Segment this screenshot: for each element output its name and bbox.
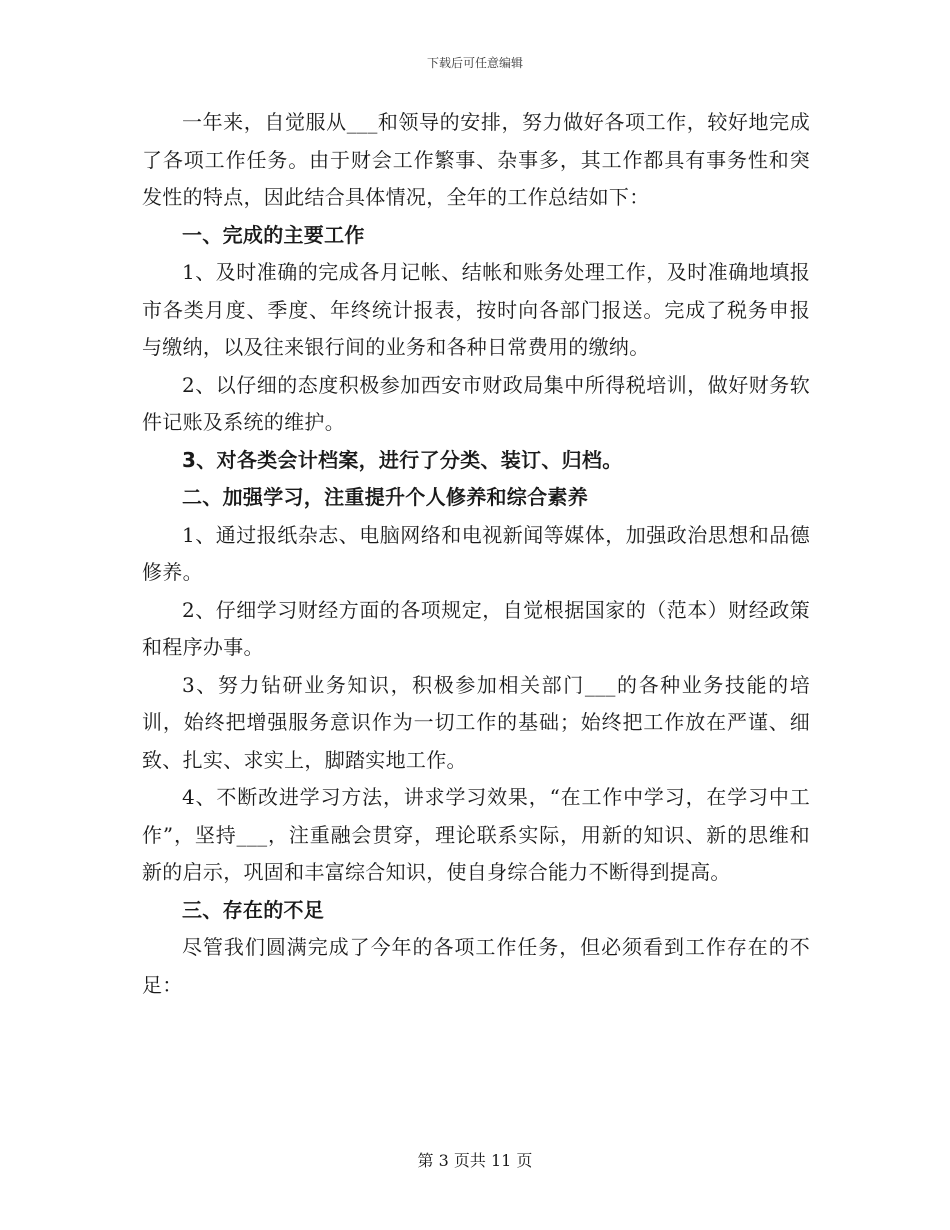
intro-paragraph: 一年来，自觉服从___和领导的安排，努力做好各项工作，较好地完成了各项工作任务。由于财会工作繁事、杂事多，其工作都具有事务性和突发性的特点，因此结合具体情况，全年的工作总结如下： — [142, 110, 810, 209]
page-header: 下载后可任意编辑 — [426, 56, 523, 70]
section2-item-2: 2、仔细学习财经方面的各项规定，自觉根据国家的（范本）财经政策和程序办事。 — [142, 597, 810, 659]
page-number: 第 3 页共 11 页 — [417, 1151, 533, 1170]
section-heading-2: 二、加强学习，注重提升个人修养和综合素养 — [182, 485, 588, 509]
document-body — [142, 104, 810, 1004]
section3-paragraph: 尽管我们圆满完成了今年的各项工作任务，但必须看到工作存在的不足： — [142, 935, 810, 997]
section-heading-1: 一、完成的主要工作 — [182, 222, 365, 247]
section2-item-4: 4、不断改进学习方法，讲求学习效果，“在工作中学习，在学习中工作”，坚持___，注重融会贯穿，理论联系实际，用新的知识、新的思维和新的启示，巩固和丰富综合知识，使自身综合能力不断得到提高。 — [142, 785, 810, 884]
section-heading-3: 三、存在的不足 — [182, 897, 325, 922]
section2-item-1: 1、通过报纸杂志、电脑网络和电视新闻等媒体，加强政治思想和品德修养。 — [142, 522, 810, 584]
section1-item-2: 2、以仔细的态度积极参加西安市财政局集中所得税培训，做好财务软件记账及系统的维护。 — [142, 372, 810, 434]
section1-item-1: 1、及时准确的完成各月记帐、结帐和账务处理工作，及时准确地填报市各类月度、季度、年终统计报表，按时向各部门报送。完成了税务申报与缴纳，以及往来银行间的业务和各种日常费用的缴纳。 — [142, 260, 810, 359]
section1-item-3: 3、对各类会计档案，进行了分类、装订、归档。 — [182, 447, 623, 472]
section2-item-3: 3、努力钻研业务知识，积极参加相关部门___的各种业务技能的培训，始终把增强服务意识作为一切工作的基础；始终把工作放在严谨、细致、扎实、求实上，脚踏实地工作。 — [142, 672, 810, 772]
